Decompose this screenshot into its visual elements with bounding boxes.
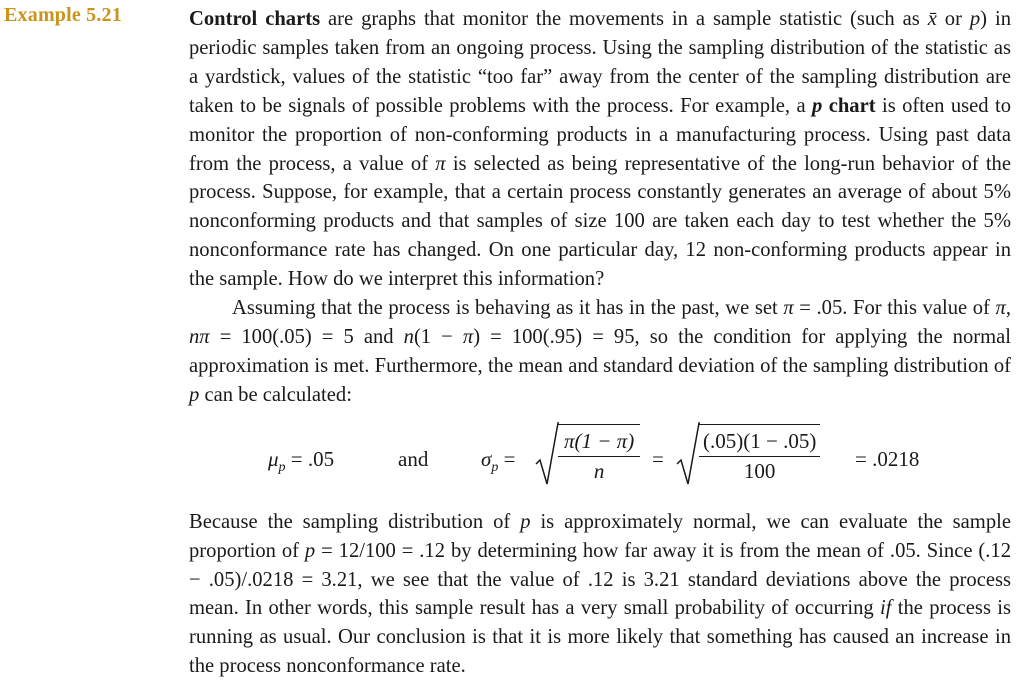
p2-run: π xyxy=(783,297,794,320)
p3-run: Because the sampling distribution of xyxy=(189,510,521,533)
p2-run: , xyxy=(1005,297,1011,320)
p2-run: nπ xyxy=(189,325,210,348)
p3-run: if xyxy=(879,597,892,620)
p2-run: Assuming that the process is behaving as it has in the past, we set xyxy=(232,297,784,320)
p1-run: is selected as being representative of the long-run behavior of the process. Suppose, for example, that a certain process constantly generates an average of about 5% nonconforming products and that samples of size 100 are taken each day to test whether the 5% nonconformance rate has changed. On one particular day, 12 non-conforming products appear in the sample. How do we interpret this information? xyxy=(189,152,1011,291)
formula-block xyxy=(189,410,1011,508)
p2-run: p xyxy=(189,383,200,406)
p1-run: p xyxy=(812,94,823,117)
p3-run: = 12/100 = .12 by determining how far away it is from the mean of .05. Since (.12 − .05)/.0218 = 3.21, we see that the value of .12 is 3.21 standard deviations above the process mean. In other words, this sample result has a very small probability of occurring xyxy=(189,539,1011,620)
equals-2: = xyxy=(652,446,664,471)
p2-run: (1 − xyxy=(413,325,463,348)
p3-run: p xyxy=(520,510,531,533)
mu-subscript: p xyxy=(278,459,286,475)
p3-run: p xyxy=(304,539,316,562)
fraction1-denominator: n xyxy=(593,458,605,483)
example-body xyxy=(189,5,1011,681)
paragraph-conclusion xyxy=(189,508,1011,681)
p1-run: or xyxy=(936,8,970,30)
p1-run: ) in periodic samples taken from an ongoing process. Using the sampling distribution of the statistic as a yardstick, values of the statistic “too far” away from the center of the sampling distribution are taken to be signals of possible problems with the process. For example, a xyxy=(189,8,1011,117)
example-label: Example 5.21 xyxy=(4,4,122,26)
sigma-equals: = xyxy=(503,446,516,471)
p3-run: the process is running as usual. Our conclusion is that it is more likely that something has caused an increase in the process nonconformance rate. xyxy=(189,597,1011,678)
p2-run: n xyxy=(403,325,414,348)
p2-run: π xyxy=(995,297,1006,320)
p1-run: are graphs that monitor the movements in a sample statistic (such as xyxy=(320,8,928,30)
p1-run: Control charts xyxy=(189,8,321,30)
sigma-symbol: σ xyxy=(481,446,492,471)
paragraph-assumption xyxy=(189,294,1011,410)
radical-icon-2 xyxy=(676,422,700,488)
p2-run: = 100(.05) = 5 and xyxy=(209,325,404,348)
p2-run: can be calculated: xyxy=(199,383,352,406)
mean-formula xyxy=(268,445,334,483)
sqrt-fraction-numeric xyxy=(676,422,820,488)
p2-run: ) = 100(.95) = 95, so the condition for applying the normal approximation is met. Furthermore, the mean and standard deviation of the sampling distribution of xyxy=(189,325,1011,377)
p2-run: = .05. For this value of xyxy=(793,297,996,320)
p1-run: is often used to monitor the proportion of non-conforming products in a manufacturing process. Using past data from the process, a value of xyxy=(189,94,1011,175)
fraction2-numerator: (.05)(1 − .05) xyxy=(699,427,820,457)
and-word: and xyxy=(398,446,429,471)
p1-run: x̄ xyxy=(927,8,937,30)
mu-value: = .05 xyxy=(290,446,335,471)
sigma-result: = .0218 xyxy=(855,446,920,471)
p1-run: p xyxy=(969,8,981,30)
p1-run: π xyxy=(435,152,446,175)
sqrt-fraction-symbolic xyxy=(535,422,640,488)
radical-icon xyxy=(535,422,559,488)
p1-run: chart xyxy=(822,94,876,117)
fraction1-numerator: π(1 − π) xyxy=(558,427,640,457)
sigma-symbol-group xyxy=(481,445,515,483)
paragraph-control-charts xyxy=(189,5,1011,294)
p2-run: π xyxy=(462,325,474,348)
sigma-subscript: p xyxy=(491,459,499,475)
fraction2-denominator: 100 xyxy=(743,458,776,483)
mu-symbol: μ xyxy=(268,446,279,471)
p3-run: is approximately normal, we can evaluate the sample proportion of xyxy=(189,510,1011,562)
